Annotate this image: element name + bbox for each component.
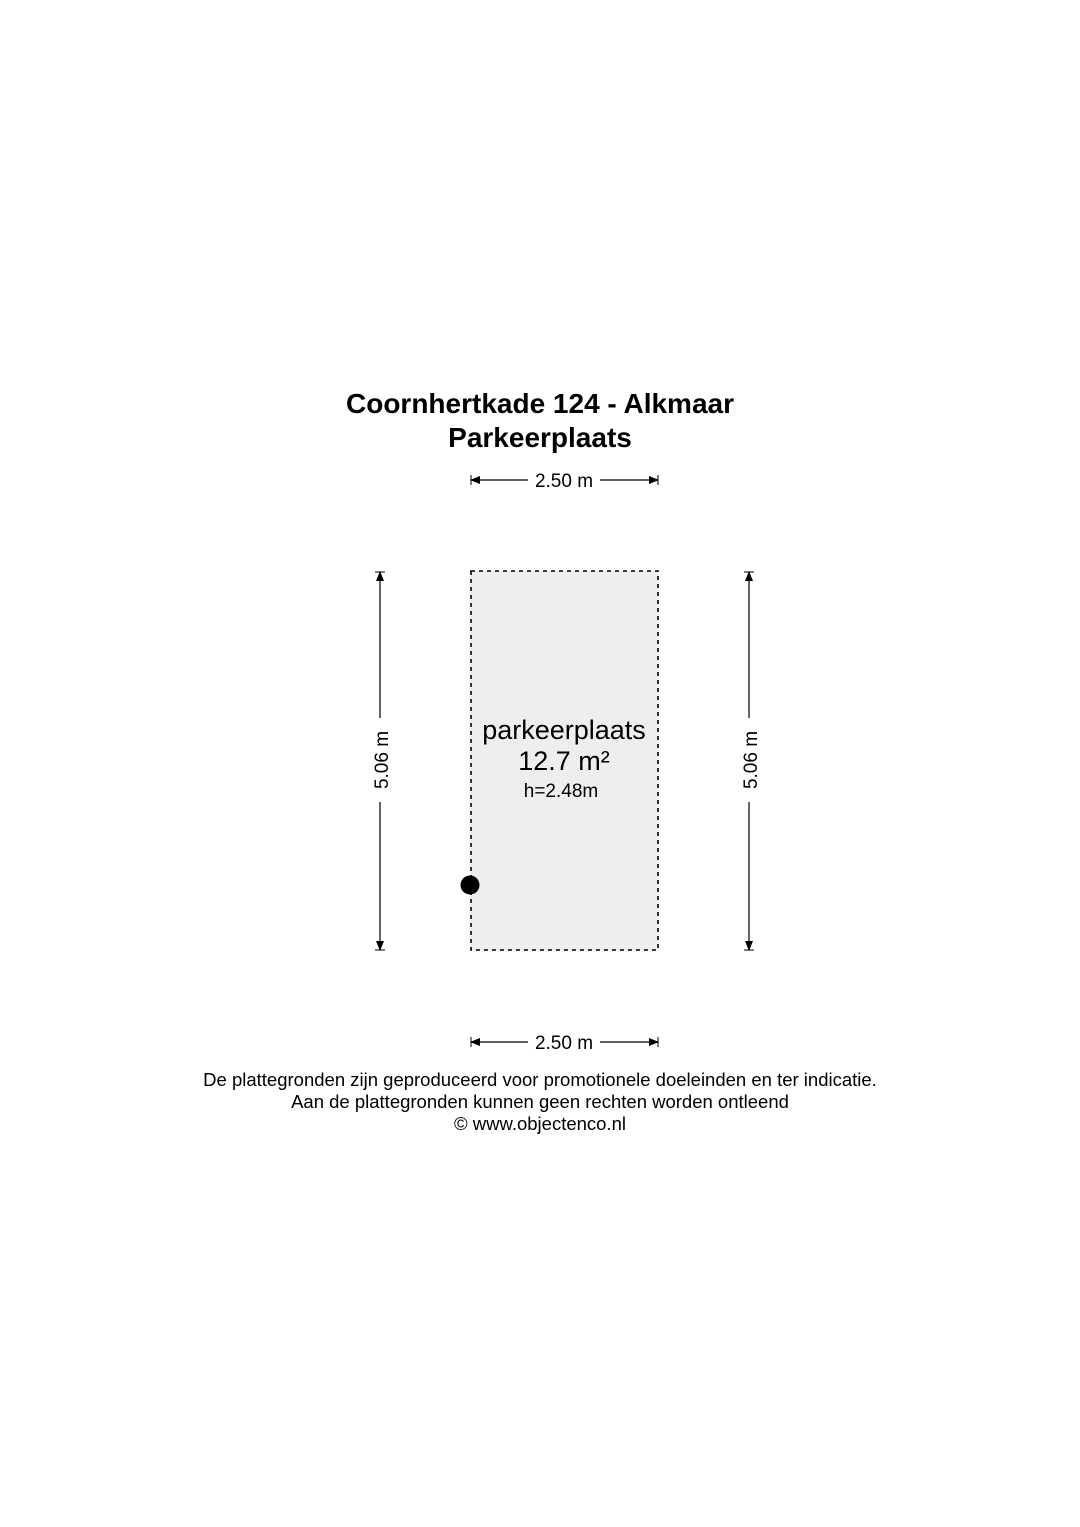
room-parkeerplaats	[461, 571, 659, 950]
dimension-left	[372, 572, 393, 950]
dimension-top	[471, 471, 658, 492]
floor-title: Parkeerplaats	[448, 422, 632, 453]
room-name: parkeerplaats	[482, 715, 646, 745]
disclaimer-line-1: De plattegronden zijn geproduceerd voor promotionele doeleinden en ter indicatie.	[203, 1069, 877, 1090]
dimension-bottom	[471, 1033, 658, 1054]
dimension-bottom-label: 2.50 m	[534, 1033, 594, 1054]
dimension-left-label: 5.06 m	[372, 730, 393, 790]
dimension-top-label: 2.50 m	[534, 471, 594, 492]
plan-title: Coornhertkade 124 - Alkmaar	[346, 388, 734, 419]
disclaimer-line-2: Aan de plattegronden kunnen geen rechten worden ontleend	[291, 1091, 789, 1112]
room-height: h=2.48m	[523, 781, 599, 802]
copyright-line: © www.objectenco.nl	[454, 1113, 626, 1134]
room-area: 12.7 m²	[518, 746, 610, 776]
entrance-dot-icon	[461, 876, 480, 895]
dimension-right-label: 5.06 m	[741, 730, 762, 790]
dimension-right	[741, 572, 762, 950]
